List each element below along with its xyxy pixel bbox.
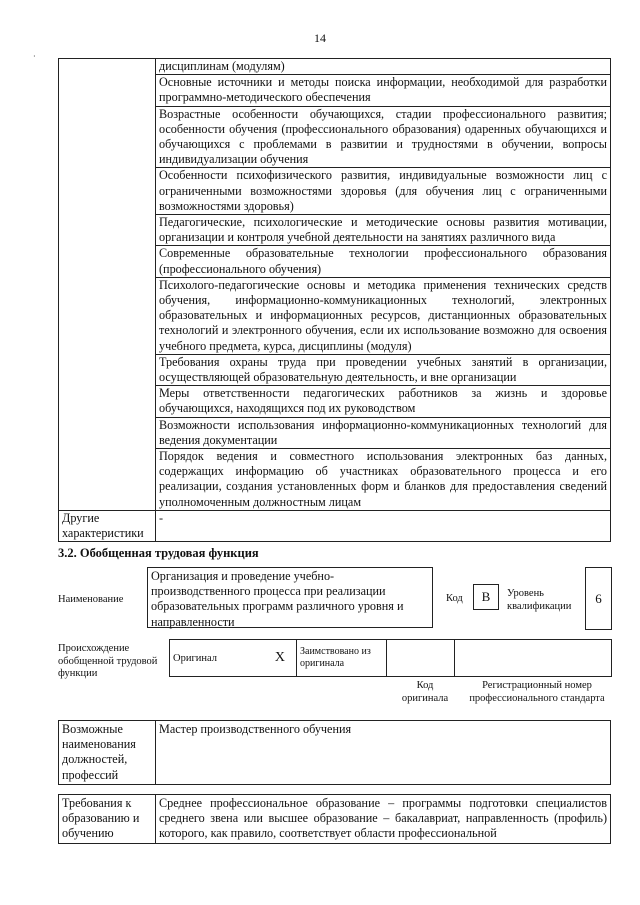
continuation-row: дисциплинам (модулям) xyxy=(156,59,611,75)
borrowed-label: Заимствовано из оригинала xyxy=(300,646,371,669)
qualification-level-box xyxy=(585,567,612,630)
page-number: 14 xyxy=(314,31,326,45)
other-characteristics-value: - xyxy=(156,510,611,541)
knowledge-item: Психолого-педагогические основы и методика применения технических средств обучения, информационно-коммуникационных технологий, электронных образовательных и информационных ресурсов, дистанционных образовательных технологий и электронного обучения, если их использование возможно для освоения учебного предмета, курса, дисциплины (модуля) xyxy=(156,277,611,354)
knowledge-item: Требования охраны труда при проведении учебных занятий в организации, осуществляющей образовательную деятельность, и вне организации xyxy=(156,354,611,385)
knowledge-item: Особенности психофизического развития, индивидуальные возможности лиц с ограниченными возможностями здоровья (для обучения лиц с ограниченными возможностями здоровья) xyxy=(156,168,611,215)
knowledge-item: Педагогические, психологические и методические основы развития мотивации, организации и контроля учебной деятельности на занятиях различного вида xyxy=(156,215,611,246)
education-value: Среднее профессиональное образование – программы подготовки специалистов среднего звена или высшее образование – бакалавриат, направленность (профиль) которого, как правило, соответствует области профессиональной xyxy=(156,795,611,844)
function-name-box xyxy=(147,567,433,628)
education-table xyxy=(58,794,611,844)
origin-label: Происхождение обобщенной трудовой функции xyxy=(58,643,158,679)
scan-speck: · xyxy=(33,52,36,61)
positions-label: Возможные наименования должностей, профессий xyxy=(59,721,156,785)
other-characteristics-label: Другие характеристики xyxy=(59,510,156,541)
origin-table xyxy=(169,639,612,677)
code-value: B xyxy=(481,589,491,604)
code-label: Код xyxy=(446,593,463,604)
reg-number-cell xyxy=(455,640,612,677)
name-label: Наименование xyxy=(58,594,124,605)
reg-number-caption: Регистрационный номер профессионального стандарта xyxy=(469,680,605,704)
section-title: 3.2. Обобщенная трудовая функция xyxy=(58,546,259,560)
original-mark: X xyxy=(274,650,285,666)
knowledge-item: Современные образовательные технологии профессионального образования (профессионального обучения) xyxy=(156,246,611,277)
code-original-cell xyxy=(387,640,455,677)
original-cell xyxy=(170,640,297,677)
qualification-level-label: Уровень квалификации xyxy=(507,588,572,612)
knowledge-item: Возможности использования информационно-коммуникационных технологий для ведения документации xyxy=(156,417,611,448)
original-label: Оригинал xyxy=(173,653,217,665)
knowledge-item: Порядок ведения и совместного использования электронных баз данных, содержащих информацию об участниках образовательного процесса и его реализации, создания установленных форм и бланков для предоставления сведений уполномоченным должностным лицам xyxy=(156,449,611,511)
knowledge-item: Возрастные особенности обучающихся, стадии профессионального развития; особенности обучения (профессионального образования) одаренных обучающихся и обучающихся с проблемами в развитии и трудностями в обучении, вопросы индивидуализации обучения xyxy=(156,106,611,168)
empty-label-cell xyxy=(59,59,156,511)
code-box xyxy=(473,584,499,610)
education-label: Требования к образованию и обучению xyxy=(59,795,156,844)
code-original-caption: Код оригинала xyxy=(401,680,449,704)
qualification-level-value: 6 xyxy=(595,591,602,606)
borrowed-cell xyxy=(297,640,387,677)
knowledge-item: Меры ответственности педагогических работников за жизнь и здоровье обучающихся, находящихся под их руководством xyxy=(156,386,611,417)
positions-table xyxy=(58,720,611,785)
knowledge-table xyxy=(58,58,611,542)
positions-value: Мастер производственного обучения xyxy=(156,721,611,785)
knowledge-item: Основные источники и методы поиска информации, необходимой для разработки программно-методического обеспечения xyxy=(156,75,611,106)
function-name-value: Организация и проведение учебно-производственного процесса при реализации образовательных программ различного уровня и направленности xyxy=(151,569,404,629)
